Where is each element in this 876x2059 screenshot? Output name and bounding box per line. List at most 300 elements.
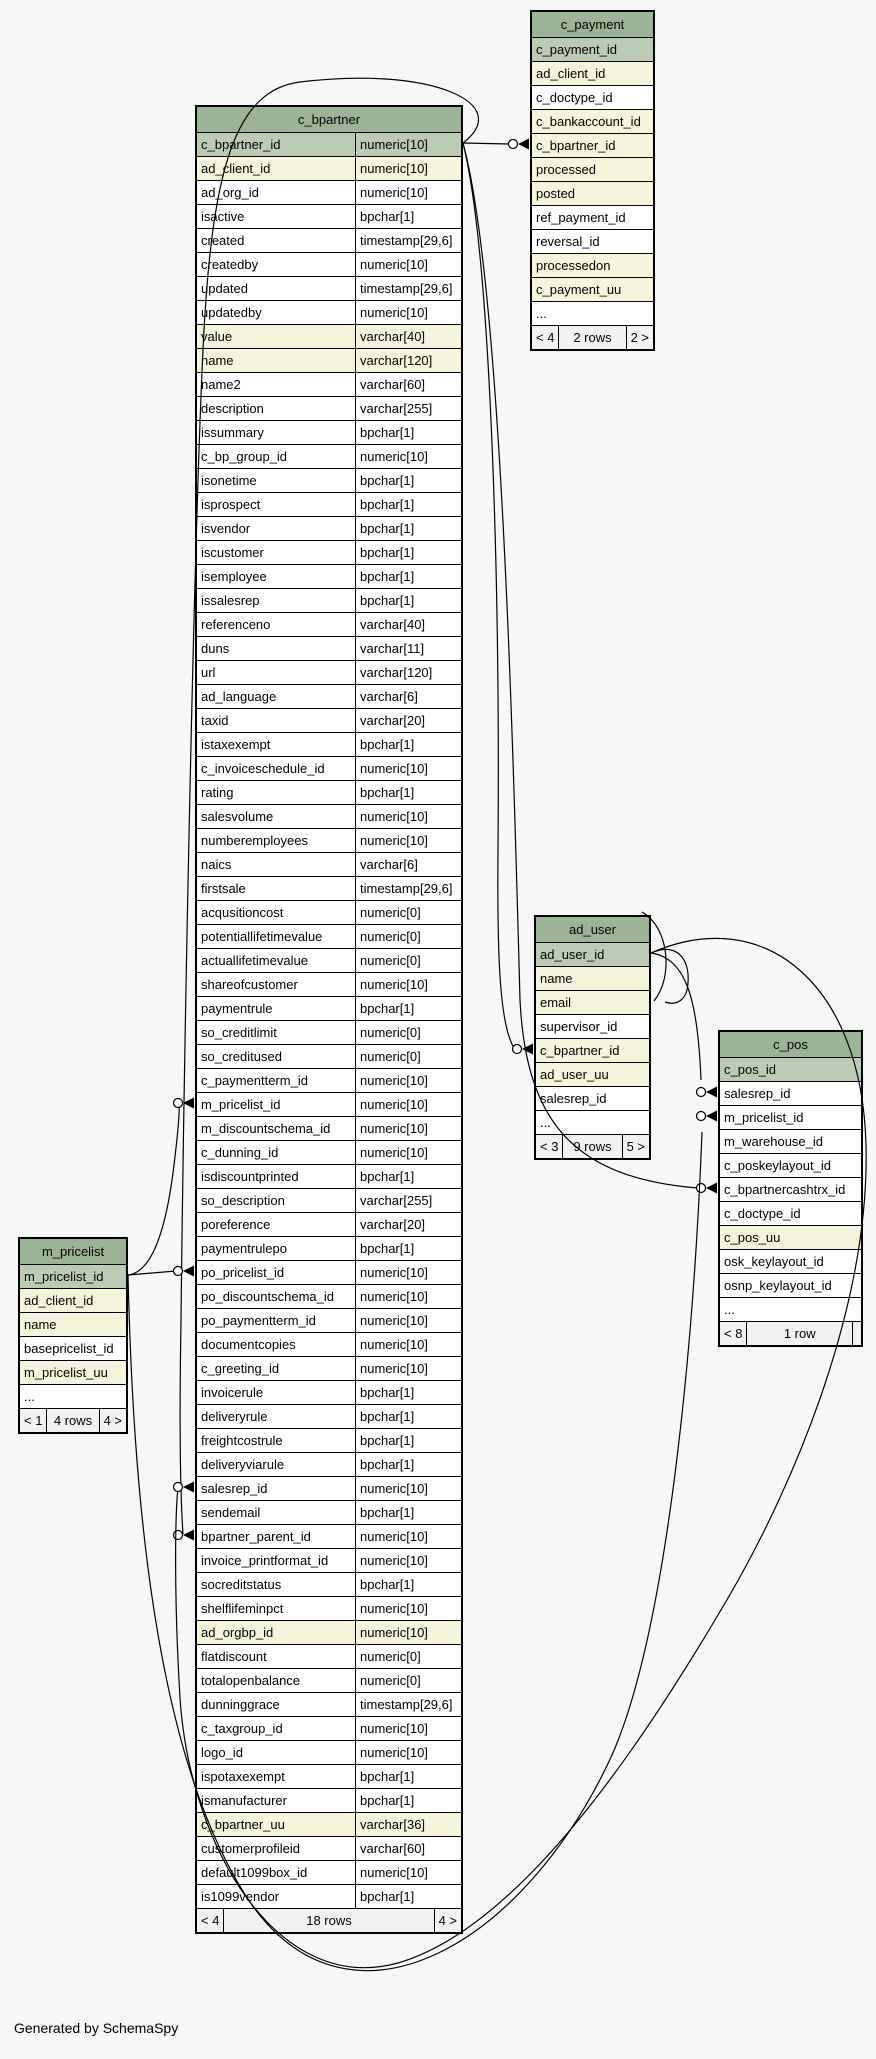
table-c_bpartner (195, 105, 463, 1934)
column-type: numeric[10] (355, 1525, 461, 1548)
column-name: c_payment_uu (536, 282, 622, 297)
column-row-ad_user-name (536, 967, 649, 991)
column-type: bpchar[1] (355, 1381, 461, 1404)
fk-arrowhead-icon (183, 1266, 194, 1277)
column-row-c_bpartner-po_paymentterm_id (197, 1309, 461, 1333)
column-row-c_bpartner-isactive (197, 205, 461, 229)
fk-zero-circle-icon (174, 1099, 183, 1108)
column-row-c_bpartner-sendemail (197, 1501, 461, 1525)
column-row-c_pos- (720, 1298, 861, 1322)
column-name: ad_client_id (24, 1293, 94, 1308)
column-name: issummary (201, 425, 264, 440)
column-type: bpchar[1] (355, 493, 461, 516)
column-row-c_bpartner-description (197, 397, 461, 421)
column-row-c_bpartner-c_invoiceschedule_id (197, 757, 461, 781)
table-c_pos (718, 1030, 863, 1347)
column-row-c_bpartner-ispotaxexempt (197, 1765, 461, 1789)
column-name: ad_client_id (536, 66, 606, 81)
column-type: numeric[10] (355, 1717, 461, 1740)
column-type: numeric[0] (355, 1645, 461, 1668)
column-type: numeric[10] (355, 829, 461, 852)
table-m_pricelist (18, 1237, 128, 1434)
column-name: actuallifetimevalue (201, 953, 308, 968)
column-type: varchar[40] (355, 325, 461, 348)
column-name: numberemployees (201, 833, 308, 848)
column-name: issalesrep (201, 593, 260, 608)
column-name: customerprofileid (201, 1841, 300, 1856)
column-name: processed (536, 162, 596, 177)
column-name: ... (724, 1302, 735, 1317)
column-name: ad_org_id (201, 185, 259, 200)
fk-arrowhead-icon (183, 1482, 194, 1493)
column-row-c_bpartner-shelflifeminpct (197, 1597, 461, 1621)
column-type: timestamp[29,6] (355, 229, 461, 252)
column-type: bpchar[1] (355, 565, 461, 588)
column-name: c_bpartnercashtrx_id (724, 1182, 846, 1197)
column-type: bpchar[1] (355, 1237, 461, 1260)
column-name: ... (540, 1115, 551, 1130)
column-row-c_bpartner-po_pricelist_id (197, 1261, 461, 1285)
column-row-c_bpartner-deliveryrule (197, 1405, 461, 1429)
fk-zero-circle-icon (174, 1267, 183, 1276)
column-type: numeric[10] (355, 1309, 461, 1332)
column-row-c_bpartner-documentcopies (197, 1333, 461, 1357)
column-name: poreference (201, 1217, 271, 1232)
column-type: numeric[10] (355, 1285, 461, 1308)
column-row-c_bpartner-duns (197, 637, 461, 661)
column-row-c_bpartner-paymentrulepo (197, 1237, 461, 1261)
column-type: numeric[10] (355, 445, 461, 468)
column-type: numeric[10] (355, 1333, 461, 1356)
column-row-c_pos-m_warehouse_id (720, 1130, 861, 1154)
relationship-curve-decoration (651, 949, 688, 1003)
column-row-c_bpartner-socreditstatus (197, 1573, 461, 1597)
column-name: name (201, 353, 234, 368)
column-row-ad_user-ad_user_uu (536, 1063, 649, 1087)
table-title-c_payment[interactable]: c_payment (532, 12, 653, 38)
column-type: numeric[10] (355, 1477, 461, 1500)
column-row-c_bpartner-c_bpartner_id (197, 133, 461, 157)
column-row-c_bpartner-ismanufacturer (197, 1789, 461, 1813)
column-row-c_bpartner-freightcostrule (197, 1429, 461, 1453)
column-name: c_doctype_id (724, 1206, 801, 1221)
column-type: numeric[10] (355, 181, 461, 204)
column-row-c_bpartner-deliveryviarule (197, 1453, 461, 1477)
column-row-ad_user-ad_user_id (536, 943, 649, 967)
column-row-c_bpartner-c_greeting_id (197, 1357, 461, 1381)
column-name: updatedby (201, 305, 262, 320)
column-type: bpchar[1] (355, 1405, 461, 1428)
column-type: varchar[60] (355, 373, 461, 396)
relationship-line-ad_user-c_bpartner_id (463, 143, 514, 1048)
fk-zero-circle-icon (697, 1112, 706, 1121)
column-type: varchar[120] (355, 349, 461, 372)
column-name: documentcopies (201, 1337, 296, 1352)
column-name: createdby (201, 257, 259, 272)
table-footer-ad_user (536, 1135, 649, 1158)
column-name: c_dunning_id (201, 1145, 279, 1160)
column-name: isonetime (201, 473, 257, 488)
relationship-line-c_bpartner-m_pricelist_id (128, 1104, 179, 1275)
column-row-c_bpartner-so_creditlimit (197, 1021, 461, 1045)
column-row-c_bpartner-issummary (197, 421, 461, 445)
column-type: numeric[10] (355, 1357, 461, 1380)
column-row-c_payment-processedon (532, 254, 653, 278)
column-type: bpchar[1] (355, 997, 461, 1020)
table-footer-c_bpartner (197, 1909, 461, 1932)
column-type: bpchar[1] (355, 1765, 461, 1788)
column-row-m_pricelist-basepricelist_id (20, 1337, 126, 1361)
column-type: numeric[10] (355, 1597, 461, 1620)
footer-left-m_pricelist: < 1 (24, 1413, 43, 1428)
column-name: ad_client_id (201, 161, 271, 176)
column-type: varchar[255] (355, 397, 461, 420)
column-name: shareofcustomer (201, 977, 298, 992)
column-row-c_pos-c_doctype_id (720, 1202, 861, 1226)
column-row-m_pricelist-m_pricelist_id (20, 1265, 126, 1289)
column-row-c_bpartner-dunninggrace (197, 1693, 461, 1717)
table-footer-c_pos (720, 1322, 861, 1345)
column-row-c_payment-c_payment_id (532, 38, 653, 62)
table-title-ad_user[interactable]: ad_user (536, 917, 649, 943)
column-row-c_bpartner-c_bpartner_uu (197, 1813, 461, 1837)
column-name: ... (24, 1389, 35, 1404)
column-type: numeric[0] (355, 1021, 461, 1044)
footer-center-m_pricelist: 4 rows (46, 1409, 98, 1432)
column-type: numeric[10] (355, 1549, 461, 1572)
column-name: m_warehouse_id (724, 1134, 824, 1149)
column-name: c_bp_group_id (201, 449, 288, 464)
column-name: c_bpartner_uu (201, 1817, 285, 1832)
column-row-c_bpartner-m_discountschema_id (197, 1117, 461, 1141)
column-row-c_bpartner-ad_org_id (197, 181, 461, 205)
column-name: so_creditlimit (201, 1025, 277, 1040)
column-type: bpchar[1] (355, 421, 461, 444)
column-name: reversal_id (536, 234, 600, 249)
column-row-c_bpartner-flatdiscount (197, 1645, 461, 1669)
column-name: updated (201, 281, 248, 296)
footer-left-c_pos: < 8 (724, 1326, 743, 1341)
column-name: ismanufacturer (201, 1793, 287, 1808)
column-type: numeric[10] (355, 1621, 461, 1644)
column-type: bpchar[1] (355, 469, 461, 492)
column-name: c_paymentterm_id (201, 1073, 308, 1088)
column-type: varchar[11] (355, 637, 461, 660)
column-row-c_payment-posted (532, 182, 653, 206)
table-ad_user (534, 915, 651, 1160)
fk-arrowhead-icon (183, 1098, 194, 1109)
column-type: varchar[20] (355, 709, 461, 732)
footer-right-m_pricelist: 4 > (99, 1409, 126, 1432)
column-row-c_bpartner-c_bp_group_id (197, 445, 461, 469)
column-row-c_payment-reversal_id (532, 230, 653, 254)
column-name: c_payment_id (536, 42, 617, 57)
column-type: numeric[10] (355, 1069, 461, 1092)
column-name: isactive (201, 209, 245, 224)
column-name: ref_payment_id (536, 210, 626, 225)
fk-arrowhead-icon (518, 139, 529, 150)
column-name: salesrep_id (540, 1091, 607, 1106)
column-row-c_payment- (532, 302, 653, 326)
column-row-m_pricelist- (20, 1385, 126, 1409)
column-row-c_bpartner-created (197, 229, 461, 253)
column-row-ad_user-email (536, 991, 649, 1015)
column-type: bpchar[1] (355, 1501, 461, 1524)
column-name: name (540, 971, 573, 986)
column-name: c_bpartner_id (540, 1043, 620, 1058)
relationship-line-c_bpartner-po_pricelist_id (128, 1271, 176, 1275)
column-row-ad_user-salesrep_id (536, 1087, 649, 1111)
footer-left-ad_user: < 3 (540, 1139, 559, 1154)
column-row-c_payment-c_bpartner_id (532, 134, 653, 158)
column-row-c_bpartner-salesvolume (197, 805, 461, 829)
column-name: isemployee (201, 569, 267, 584)
column-row-c_bpartner-isonetime (197, 469, 461, 493)
column-name: freightcostrule (201, 1433, 283, 1448)
column-row-c_bpartner-c_dunning_id (197, 1141, 461, 1165)
column-name: c_bpartner_id (201, 137, 281, 152)
column-name: c_bpartner_id (536, 138, 616, 153)
fk-arrowhead-icon (522, 1044, 533, 1055)
column-name: ispotaxexempt (201, 1769, 285, 1784)
column-type: numeric[0] (355, 901, 461, 924)
column-row-c_bpartner-poreference (197, 1213, 461, 1237)
column-name: socreditstatus (201, 1577, 282, 1592)
column-name: c_pos_id (724, 1062, 777, 1077)
column-name: m_pricelist_id (724, 1110, 804, 1125)
column-row-ad_user- (536, 1111, 649, 1135)
column-row-c_bpartner-istaxexempt (197, 733, 461, 757)
column-type: numeric[0] (355, 949, 461, 972)
column-name: is1099vendor (201, 1889, 280, 1904)
column-row-c_pos-c_bpartnercashtrx_id (720, 1178, 861, 1202)
column-type: varchar[6] (355, 853, 461, 876)
column-name: flatdiscount (201, 1649, 267, 1664)
footer-center-c_pos: 1 row (746, 1322, 852, 1345)
column-name: so_description (201, 1193, 285, 1208)
column-row-c_bpartner-acqusitioncost (197, 901, 461, 925)
column-type: varchar[120] (355, 661, 461, 684)
column-name: ad_user_uu (540, 1067, 609, 1082)
column-type: bpchar[1] (355, 1789, 461, 1812)
column-row-c_pos-m_pricelist_id (720, 1106, 861, 1130)
column-row-c_bpartner-m_pricelist_id (197, 1093, 461, 1117)
column-name: salesvolume (201, 809, 274, 824)
table-footer-c_payment (532, 326, 653, 349)
relationship-line-c_payment-c_bpartner_id (463, 143, 510, 144)
column-name: name (24, 1317, 57, 1332)
table-title-c_bpartner[interactable]: c_bpartner (197, 107, 461, 133)
fk-arrowhead-icon (183, 1530, 194, 1541)
column-name: processedon (536, 258, 611, 273)
column-type: numeric[10] (355, 157, 461, 180)
column-name: posted (536, 186, 576, 201)
column-name: c_greeting_id (201, 1361, 280, 1376)
column-row-c_bpartner-referenceno (197, 613, 461, 637)
column-name: name2 (201, 377, 241, 392)
column-row-c_bpartner-customerprofileid (197, 1837, 461, 1861)
column-row-c_bpartner-url (197, 661, 461, 685)
fk-arrowhead-icon (706, 1087, 717, 1098)
fk-zero-circle-icon (697, 1184, 706, 1193)
column-name: m_pricelist_id (201, 1097, 281, 1112)
footer-right-c_payment: 2 > (626, 326, 653, 349)
column-row-c_bpartner-isvendor (197, 517, 461, 541)
column-type: bpchar[1] (355, 733, 461, 756)
column-row-c_pos-c_pos_id (720, 1058, 861, 1082)
column-type: numeric[0] (355, 1045, 461, 1068)
column-name: url (201, 665, 216, 680)
table-c_payment (530, 10, 655, 351)
column-row-c_bpartner-paymentrule (197, 997, 461, 1021)
column-name: m_discountschema_id (201, 1121, 331, 1136)
column-name: value (201, 329, 233, 344)
column-type: bpchar[1] (355, 205, 461, 228)
column-type: varchar[6] (355, 685, 461, 708)
column-name: taxid (201, 713, 229, 728)
column-name: firstsale (201, 881, 246, 896)
column-row-c_bpartner-isemployee (197, 565, 461, 589)
column-row-c_payment-c_bankaccount_id (532, 110, 653, 134)
column-name: isvendor (201, 521, 251, 536)
column-row-c_bpartner-logo_id (197, 1741, 461, 1765)
table-title-m_pricelist[interactable]: m_pricelist (20, 1239, 126, 1265)
column-row-m_pricelist-ad_client_id (20, 1289, 126, 1313)
footer-left-c_payment: < 4 (536, 330, 555, 345)
column-name: logo_id (201, 1745, 243, 1760)
fk-zero-circle-icon (509, 140, 518, 149)
column-row-c_payment-c_payment_uu (532, 278, 653, 302)
column-type: numeric[0] (355, 925, 461, 948)
column-row-c_bpartner-invoice_printformat_id (197, 1549, 461, 1573)
column-name: naics (201, 857, 232, 872)
column-type: bpchar[1] (355, 1453, 461, 1476)
column-name: isprospect (201, 497, 261, 512)
column-name: totalopenbalance (201, 1673, 301, 1688)
column-name: sendemail (201, 1505, 261, 1520)
column-row-c_bpartner-taxid (197, 709, 461, 733)
column-row-c_bpartner-shareofcustomer (197, 973, 461, 997)
column-name: ad_user_id (540, 947, 605, 962)
column-type: numeric[10] (355, 1141, 461, 1164)
column-type: varchar[40] (355, 613, 461, 636)
column-row-c_bpartner-po_discountschema_id (197, 1285, 461, 1309)
column-name: supervisor_id (540, 1019, 618, 1034)
column-type: bpchar[1] (355, 1885, 461, 1908)
column-row-c_bpartner-isdiscountprinted (197, 1165, 461, 1189)
column-type: timestamp[29,6] (355, 1693, 461, 1716)
column-type: bpchar[1] (355, 1429, 461, 1452)
column-name: invoice_printformat_id (201, 1553, 329, 1568)
column-name: istaxexempt (201, 737, 271, 752)
table-title-c_pos[interactable]: c_pos (720, 1032, 861, 1058)
column-name: c_invoiceschedule_id (201, 761, 325, 776)
column-name: acqusitioncost (201, 905, 284, 920)
column-name: bpartner_parent_id (201, 1529, 311, 1544)
column-type: timestamp[29,6] (355, 277, 461, 300)
column-row-c_bpartner-default1099box_id (197, 1861, 461, 1885)
column-row-c_payment-processed (532, 158, 653, 182)
column-type: numeric[10] (355, 973, 461, 996)
column-type: numeric[10] (355, 1117, 461, 1140)
column-row-c_bpartner-potentiallifetimevalue (197, 925, 461, 949)
column-name: salesrep_id (201, 1481, 268, 1496)
column-name: po_discountschema_id (201, 1289, 334, 1304)
column-name: description (201, 401, 264, 416)
column-type: numeric[10] (355, 253, 461, 276)
column-type: numeric[10] (355, 805, 461, 828)
column-name: iscustomer (201, 545, 264, 560)
column-name: dunninggrace (201, 1697, 280, 1712)
column-name: deliveryrule (201, 1409, 268, 1424)
column-name: ... (536, 306, 547, 321)
footer-center-c_bpartner: 18 rows (223, 1909, 433, 1932)
column-row-c_bpartner-ad_language (197, 685, 461, 709)
column-name: osnp_keylayout_id (724, 1278, 832, 1293)
generator-caption: Generated by SchemaSpy (14, 2020, 179, 2036)
column-row-c_bpartner-iscustomer (197, 541, 461, 565)
column-row-c_bpartner-actuallifetimevalue (197, 949, 461, 973)
column-type: numeric[10] (355, 1261, 461, 1284)
column-row-c_pos-c_pos_uu (720, 1226, 861, 1250)
column-row-c_bpartner-isprospect (197, 493, 461, 517)
column-row-c_bpartner-updatedby (197, 301, 461, 325)
column-row-c_pos-c_poskeylayout_id (720, 1154, 861, 1178)
column-type: varchar[255] (355, 1189, 461, 1212)
column-row-c_bpartner-c_paymentterm_id (197, 1069, 461, 1093)
column-row-c_bpartner-c_taxgroup_id (197, 1717, 461, 1741)
fk-zero-circle-icon (697, 1088, 706, 1097)
column-row-c_bpartner-createdby (197, 253, 461, 277)
column-name: salesrep_id (724, 1086, 791, 1101)
column-name: m_pricelist_uu (24, 1365, 108, 1380)
relationship-line-c_pos-salesrep_id (651, 953, 701, 1080)
column-row-c_payment-ref_payment_id (532, 206, 653, 230)
footer-left-c_bpartner: < 4 (201, 1913, 220, 1928)
column-name: m_pricelist_id (24, 1269, 104, 1284)
column-type: numeric[10] (355, 1861, 461, 1884)
column-name: ad_language (201, 689, 277, 704)
column-name: so_creditused (201, 1049, 282, 1064)
fk-arrowhead-icon (706, 1111, 717, 1122)
column-name: rating (201, 785, 234, 800)
column-name: deliveryviarule (201, 1457, 285, 1472)
column-name: default1099box_id (201, 1865, 308, 1880)
column-name: email (540, 995, 572, 1010)
column-name: created (201, 233, 245, 248)
column-row-c_bpartner-ad_orgbp_id (197, 1621, 461, 1645)
column-name: c_doctype_id (536, 90, 613, 105)
column-type: bpchar[1] (355, 1573, 461, 1596)
column-type: numeric[0] (355, 1669, 461, 1692)
column-row-ad_user-c_bpartner_id (536, 1039, 649, 1063)
column-type: numeric[10] (355, 757, 461, 780)
footer-right-c_pos (852, 1322, 861, 1345)
column-type: timestamp[29,6] (355, 877, 461, 900)
column-type: varchar[20] (355, 1213, 461, 1236)
footer-right-c_bpartner: 4 > (434, 1909, 461, 1932)
column-name: shelflifeminpct (201, 1601, 284, 1616)
footer-center-c_payment: 2 rows (558, 326, 625, 349)
column-row-c_bpartner-invoicerule (197, 1381, 461, 1405)
column-row-c_bpartner-name2 (197, 373, 461, 397)
column-name: osk_keylayout_id (724, 1254, 824, 1269)
column-row-c_bpartner-is1099vendor (197, 1885, 461, 1909)
column-row-c_bpartner-rating (197, 781, 461, 805)
column-row-m_pricelist-name (20, 1313, 126, 1337)
column-type: bpchar[1] (355, 1165, 461, 1188)
column-row-c_bpartner-ad_client_id (197, 157, 461, 181)
